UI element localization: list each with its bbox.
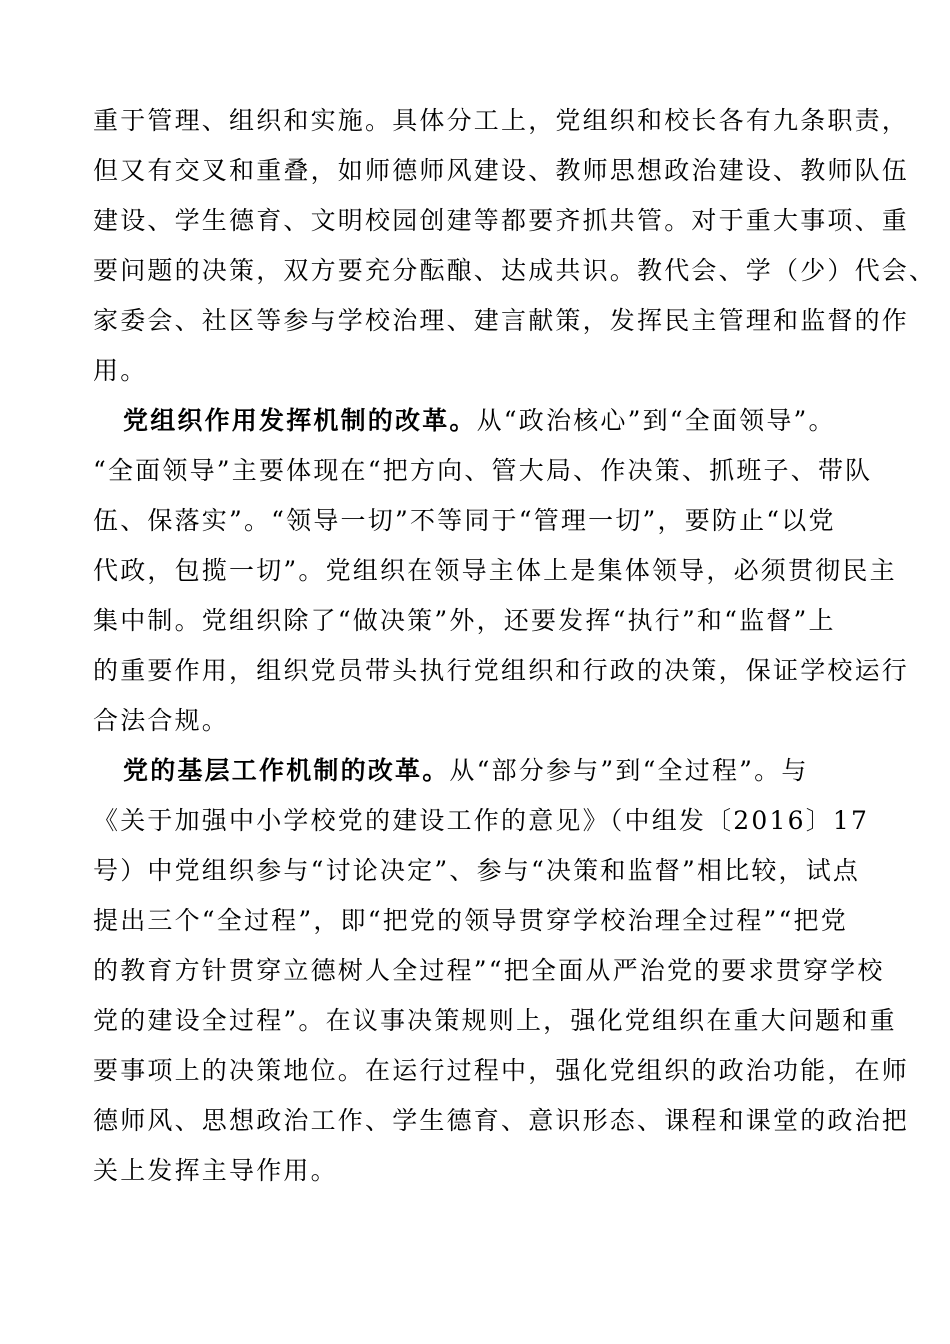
paragraph-line: 家委会、社区等参与学校治理、建言献策，发挥民主管理和监督的作 <box>93 306 910 335</box>
paragraph-line: 要问题的决策，双方要充分酝酿、达成共识。教代会、学（少）代会、 <box>93 256 937 285</box>
paragraph-line: 伍、保落实”。“领导一切”不等同于“管理一切”，要防止“以党 <box>93 506 836 535</box>
section-heading: 党组织作用发挥机制的改革。 <box>123 406 477 435</box>
paragraph-line: 的教育方针贯穿立德树人全过程”“把全面从严治党的要求贯穿学校 <box>93 956 885 985</box>
paragraph-line: 建设、学生德育、文明校园创建等都要齐抓共管。对于重大事项、重 <box>93 206 910 235</box>
paragraph-first-line <box>123 406 836 436</box>
paragraph-first-line <box>123 756 809 786</box>
paragraph-line: 要事项上的决策地位。在运行过程中，强化党组织的政治功能，在师 <box>93 1056 910 1085</box>
paragraph-line: 但又有交叉和重叠，如师德师风建设、教师思想政治建设、教师队伍 <box>93 156 910 185</box>
paragraph-line: 代政，包揽一切”。党组织在领导主体上是集体领导，必须贯彻民主 <box>93 556 897 585</box>
paragraph-line: 重于管理、组织和实施。具体分工上，党组织和校长各有九条职责， <box>93 106 910 135</box>
paragraph-line: 合法合规。 <box>93 706 230 735</box>
heading-rest: 从“政治核心”到“全面领导”。 <box>476 406 836 435</box>
paragraph-line: 号）中党组织参与“讨论决定”、参与“决策和监督”相比较，试点 <box>93 856 861 885</box>
paragraph-line: 用。 <box>93 356 148 385</box>
paragraph-line: 关上发挥主导作用。 <box>93 1156 338 1185</box>
paragraph-line: 德师风、思想政治工作、学生德育、意识形态、课程和课堂的政治把 <box>93 1106 910 1135</box>
paragraph-line: 的重要作用，组织党员带头执行党组织和行政的决策，保证学校运行 <box>93 656 910 685</box>
section-heading: 党的基层工作机制的改革。 <box>123 756 450 785</box>
paragraph-line: 集中制。党组织除了“做决策”外，还要发挥“执行”和“监督”上 <box>93 606 836 635</box>
paragraph-line: “全面领导”主要体现在“把方向、管大局、作决策、抓班子、带队 <box>93 456 873 485</box>
paragraph-line: 提出三个“全过程”，即“把党的领导贯穿学校治理全过程”“把党 <box>93 906 848 935</box>
heading-rest: 从“部分参与”到“全过程”。与 <box>449 756 809 785</box>
paragraph-line: 党的建设全过程”。在议事决策规则上，强化党组织在重大问题和重 <box>93 1006 897 1035</box>
paragraph-line: 《关于加强中小学校党的建设工作的意见》（中组发〔2016〕17 <box>93 806 870 835</box>
